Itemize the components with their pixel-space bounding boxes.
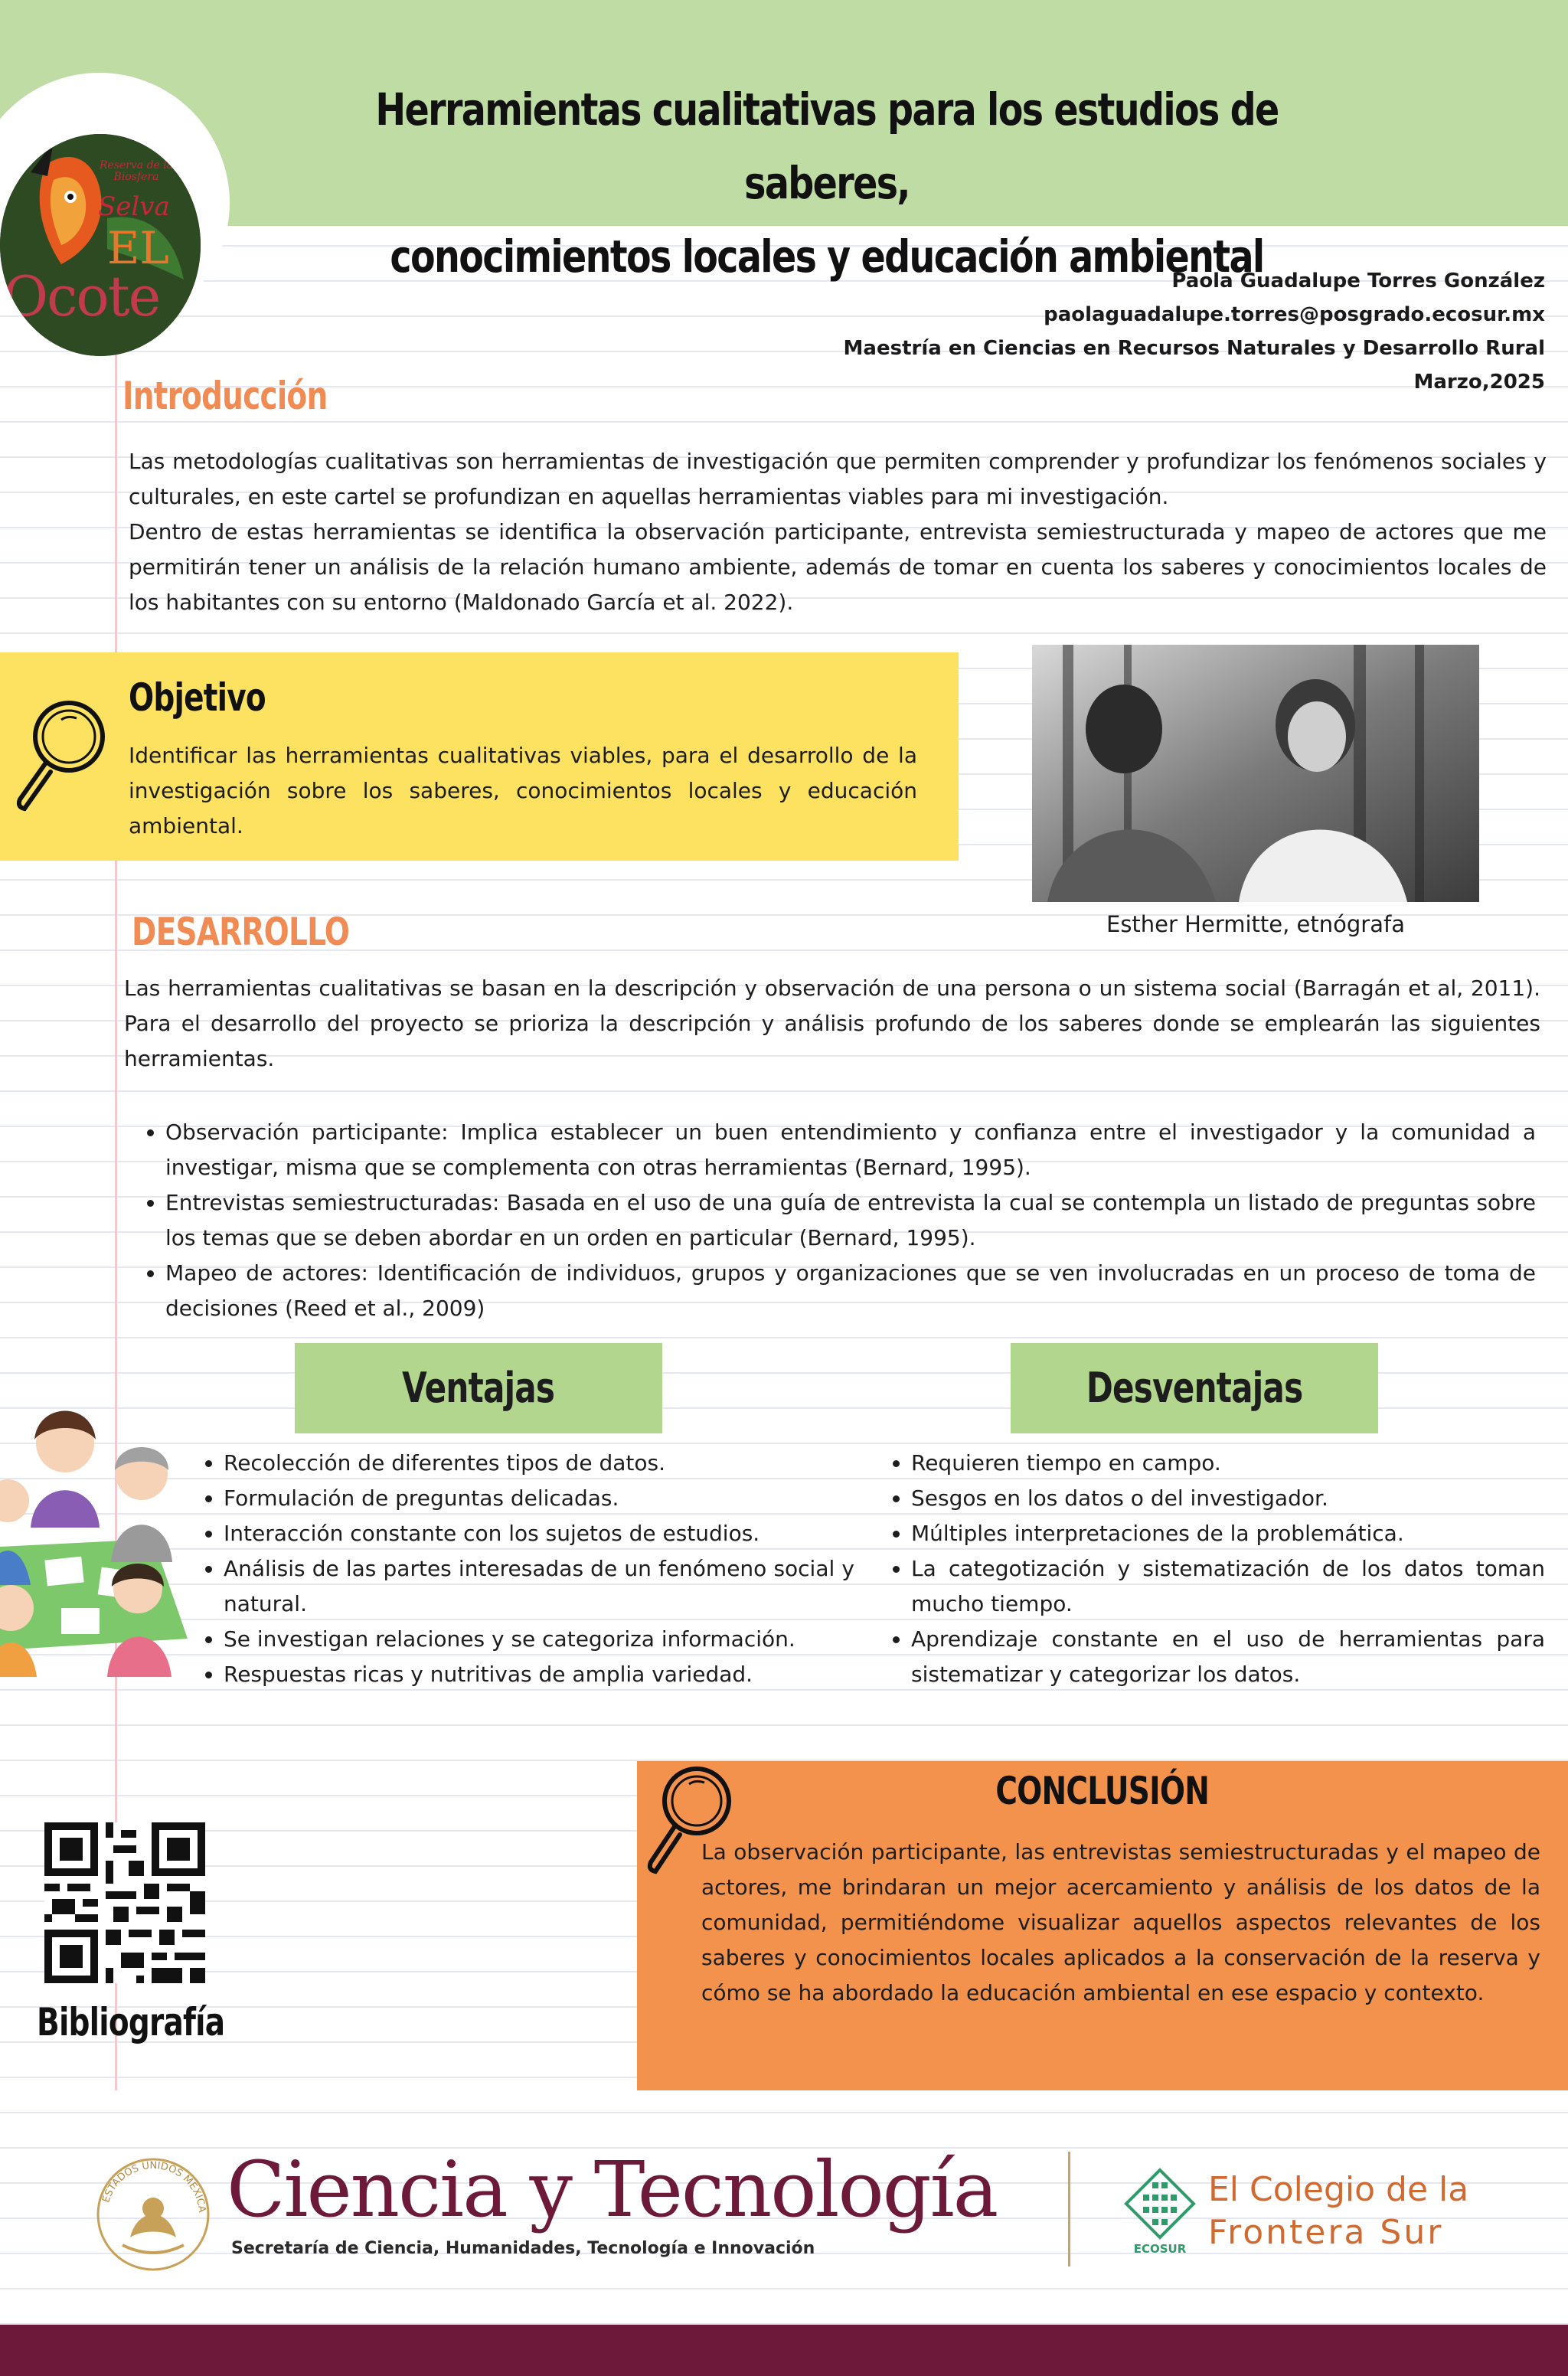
ecosur-name — [1208, 2168, 1468, 2254]
list-item: • Se investigan relaciones y se categoriza información. — [224, 1622, 854, 1657]
author-program: Maestría en Ciencias en Recursos Naturales y Desarrollo Rural — [843, 337, 1545, 360]
list-item: • Mapeo de actores: Identificación de individuos, grupos y organizaciones que se ven involucradas en un proceso de toma de decisiones (Reed et al., 2009) — [165, 1256, 1536, 1326]
list-item: • Sesgos en los datos o del investigador. — [911, 1481, 1545, 1516]
logo-el: EL — [107, 222, 169, 274]
list-item: • La categotización y sistematización de los datos toman mucho tiempo. — [911, 1551, 1545, 1622]
ventajas-heading: Ventajas — [402, 1364, 555, 1412]
list-item: • Recolección de diferentes tipos de datos. — [224, 1446, 854, 1481]
desventajas-tab — [1011, 1343, 1378, 1433]
conclusion-text: La observación participante, las entrevistas semiestructuradas y el mapeo de actores, me brindaran un mejor acercamiento y análisis de los datos de la comunidad, permitiéndome visualizar aquellos aspectos relevantes de los saberes y conocimientos locales aplicados a la conservación de la reserva y cómo se ha abordado la educación ambiental en ese espacio y contexto. — [701, 1839, 1540, 2005]
ethnographer-photo — [1032, 645, 1479, 902]
introduccion-heading: Introducción — [122, 374, 328, 418]
introduccion-paragraph-2: Dentro de estas herramientas se identifica la observación participante, entrevista semiestructurada y mapeo de actores que me permitirán tener un análisis de la relación humano ambiente, además de tomar en cuenta los saberes y conocimientos locales de los habitantes con su entorno (Maldonado García et al. 2022). — [129, 519, 1547, 615]
logo-selva: Selva — [98, 191, 170, 222]
coat-of-arms-icon — [92, 2153, 214, 2276]
seal-text: ESTADOS UNIDOS MEXICA — [100, 2159, 208, 2214]
desarrollo-heading: DESARROLLO — [132, 910, 350, 954]
desventajas-list — [890, 1446, 1545, 1692]
objetivo-heading: Objetivo — [129, 675, 266, 720]
desarrollo-paragraph: Las herramientas cualitativas se basan en la descripción y observación de una persona o un sistema social (Barragán et al, 2011). Para el desarrollo del proyecto se prioriza la descripción y análisis profundo de los saberes donde se emplearán las siguientes herramientas. — [124, 976, 1540, 1071]
conclusion-heading-wrap — [637, 1769, 1568, 1813]
author-block — [844, 264, 1545, 399]
qr-code-icon — [44, 1822, 205, 1983]
ecosur-logo — [1122, 2167, 1198, 2259]
list-item: • Requieren tiempo en campo. — [911, 1446, 1545, 1481]
ventajas-tab — [295, 1343, 662, 1433]
desarrollo-list — [127, 1115, 1536, 1326]
ecosur-abbr: ECOSUR — [1133, 2242, 1187, 2256]
list-item: • Formulación de preguntas delicadas. — [224, 1481, 854, 1516]
photo-image — [1032, 645, 1479, 902]
list-item: • Interacción constante con los sujetos de estudios. — [224, 1516, 854, 1551]
magnifier-icon — [14, 692, 113, 815]
list-item: • Múltiples interpretaciones de la problemática. — [911, 1516, 1545, 1551]
author-name: Paola Guadalupe Torres González — [1171, 270, 1545, 293]
bibliografia-qr-code[interactable] — [44, 1822, 205, 1983]
ventajas-list — [202, 1446, 854, 1692]
objetivo-text: Identificar las herramientas cualitativas viables, para el desarrollo de la investigación sobre los saberes, conocimientos locales y educación ambiental. — [129, 743, 917, 838]
poster-title — [312, 73, 1342, 293]
author-email: paolaguadalupe.torres@posgrado.ecosur.mx — [1044, 303, 1545, 326]
author-date: Marzo,2025 — [1413, 371, 1545, 394]
ciencia-title: Ciencia y Tecnología — [227, 2145, 998, 2234]
people-illustration — [0, 1386, 191, 1677]
title-line-1: Herramientas cualitativas para los estudios de saberes, — [375, 83, 1279, 209]
photo-caption: Esther Hermitte, etnógrafa — [1106, 911, 1405, 937]
desventajas-heading: Desventajas — [1086, 1364, 1303, 1412]
footer-bar — [0, 2325, 1568, 2376]
ecosur-line-1: El Colegio de la — [1208, 2170, 1469, 2209]
reserve-logo — [0, 134, 201, 356]
introduccion-body — [129, 444, 1547, 620]
list-item: • Respuestas ricas y nutritivas de amplia variedad. — [224, 1657, 854, 1692]
list-item: • Aprendizaje constante en el uso de herramientas para sistematizar y categorizar los datos. — [911, 1622, 1545, 1692]
introduccion-paragraph-1: Las metodologías cualitativas son herramientas de investigación que permiten comprender y profundizar los fenómenos sociales y culturales, en este cartel se profundizan en aquellas herramientas viables para mi investigación. — [129, 449, 1547, 509]
group-meeting-icon — [0, 1386, 191, 1677]
conclusion-heading: CONCLUSIÓN — [995, 1769, 1210, 1813]
list-item: • Entrevistas semiestructuradas: Basada en el uso de una guía de entrevista la cual se contempla un listado de preguntas sobre los temas que se deben abordar en un orden en particular (Bernard, 1995). — [165, 1185, 1536, 1256]
list-item: • Observación participante: Implica establecer un buen entendimiento y confianza entre el investigador y la comunidad a investigar, misma que se complementa con otras herramientas (Bernard, 1995). — [165, 1115, 1536, 1185]
title-line-2: conocimientos locales y educación ambiental — [390, 230, 1264, 283]
ecosur-line-2: Frontera Sur — [1208, 2213, 1444, 2252]
objetivo-box — [0, 652, 959, 861]
list-item: • Análisis de las partes interesadas de un fenómeno social y natural. — [224, 1551, 854, 1622]
logo-ocote: Ocote — [3, 264, 160, 328]
footer-divider — [1068, 2152, 1070, 2267]
mexico-seal — [92, 2153, 214, 2276]
logo-small-text: Reserva de la Biosfera — [99, 159, 174, 183]
conclusion-box — [637, 1761, 1568, 2090]
bibliografia-label: Bibliografía — [37, 2000, 225, 2044]
ciencia-subtitle: Secretaría de Ciencia, Humanidades, Tecnología e Innovación — [231, 2239, 815, 2258]
notebook-margin-line — [115, 222, 117, 2090]
